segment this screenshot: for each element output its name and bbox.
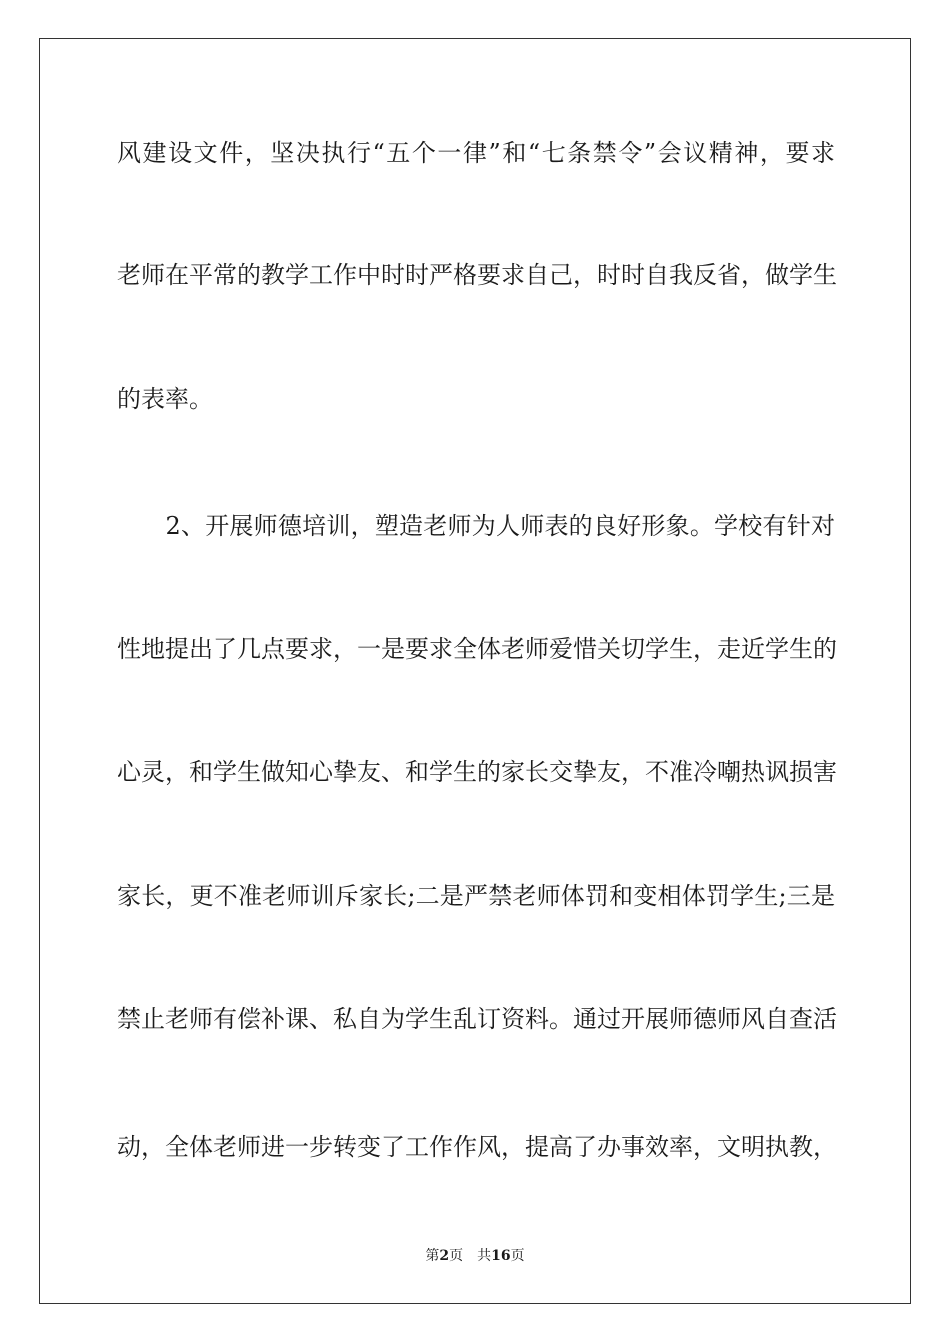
page-number-suffix: 页 bbox=[449, 1248, 464, 1264]
current-page-number: 2 bbox=[439, 1248, 450, 1264]
total-pages-prefix: 共 bbox=[477, 1248, 492, 1264]
body-text-line: 禁止老师有偿补课、私自为学生乱订资料。通过开展师德师风自查活 bbox=[117, 1005, 837, 1033]
total-pages-suffix: 页 bbox=[510, 1248, 525, 1264]
body-text-line: 家长，更不准老师训斥家长;二是严禁老师体罚和变相体罚学生;三是 bbox=[117, 882, 835, 910]
body-text-line: 心灵，和学生做知心挚友、和学生的家长交挚友，不准冷嘲热讽损害 bbox=[117, 758, 837, 786]
body-text-line: 2、开展师德培训，塑造老师为人师表的良好形象。学校有针对 bbox=[117, 512, 835, 540]
page-number-prefix: 第 bbox=[425, 1248, 440, 1264]
body-text-line: 动，全体老师进一步转变了工作作风，提高了办事效率，文明执教， bbox=[117, 1133, 837, 1161]
page-footer bbox=[0, 1247, 950, 1265]
total-pages-number: 16 bbox=[491, 1248, 511, 1264]
page-border bbox=[39, 38, 911, 1304]
body-text-line: 老师在平常的教学工作中时时严格要求自己，时时自我反省，做学生 bbox=[117, 261, 837, 289]
body-text-line: 风建设文件，坚决执行“五个一律”和“七条禁令”会议精神，要求 bbox=[117, 139, 835, 167]
body-text-line: 性地提出了几点要求，一是要求全体老师爱惜关切学生，走近学生的 bbox=[117, 635, 837, 663]
body-text-line: 的表率。 bbox=[117, 385, 213, 413]
